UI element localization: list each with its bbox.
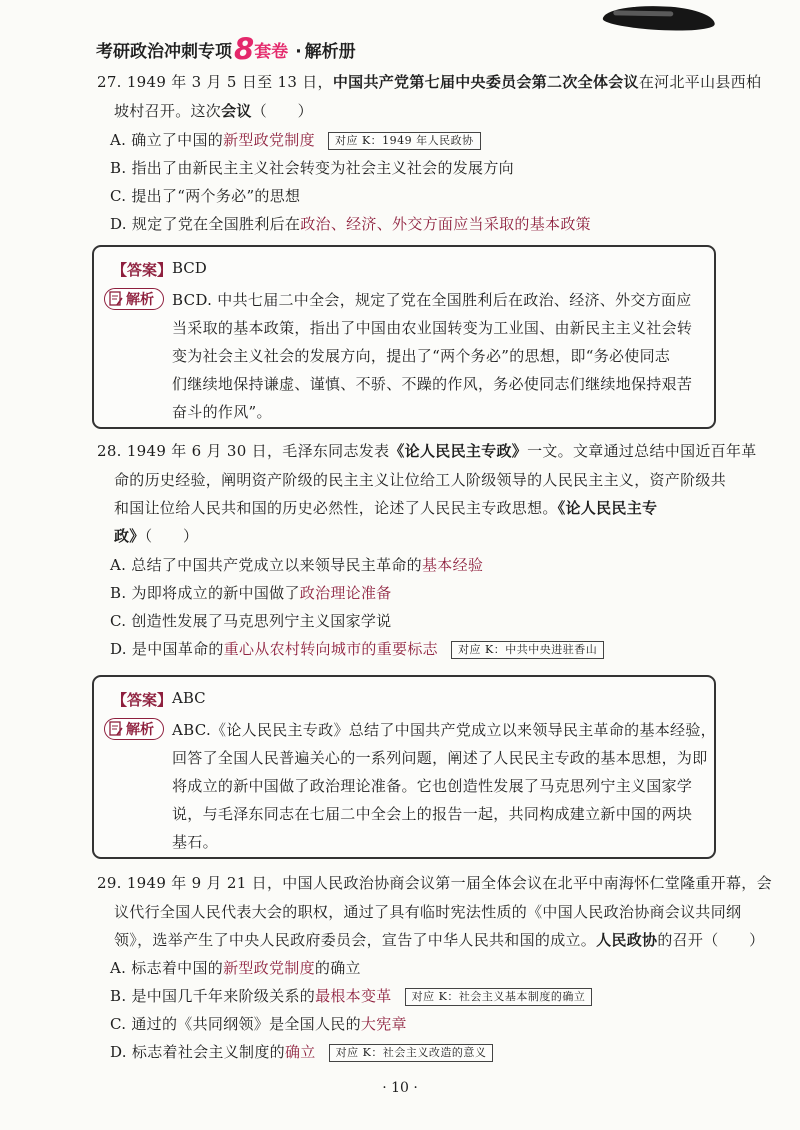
q28-option-b[interactable]: B. 为即将成立的新中国做了政治理论准备 bbox=[110, 584, 392, 602]
q28-exp-line5: 基石。 bbox=[172, 833, 218, 851]
q28-exp-line3: 将成立的新中国做了政治理论准备。它也创造性发展了马克思列宁主义国家学 bbox=[172, 777, 693, 795]
header-title: 考研政治冲刺专项 bbox=[96, 42, 232, 62]
q27-exp-line4: 们继续地保持谦虚、谨慎、不骄、不躁的作风，务必使同志们继续地保持艰苦 bbox=[172, 375, 693, 393]
document-pen-icon bbox=[109, 291, 123, 307]
ink-smudge bbox=[602, 2, 715, 34]
q27-exp-line3: 变为社会主义社会的发展方向，提出了“两个务必”的思想，即“务必使同志 bbox=[172, 347, 671, 365]
q27-exp-line2: 当采取的基本政策，指出了中国由农业国转变为工业国、由新民主主义社会转 bbox=[172, 319, 693, 337]
q27-stem-line2: 坡村召开。这次会议（ ） bbox=[114, 102, 313, 120]
q28-stem-line1: 28. 1949 年 6 月 30 日，毛泽东同志发表《论人民民主专政》一文。文章通过总结中国近百年革 bbox=[97, 442, 757, 460]
page-number: · 10 · bbox=[382, 1080, 418, 1096]
q29-tag-d: 对应 K：社会主义改造的意义 bbox=[329, 1044, 494, 1062]
q28-stem-line3: 和国让位给人民共和国的历史必然性，论述了人民民主专政思想。《论人民民主专 bbox=[114, 499, 658, 517]
header-set: 套卷 bbox=[254, 42, 289, 62]
q28-option-d[interactable]: D. 是中国革命的重心从农村转向城市的重要标志 对应 K：中共中央进驻香山 bbox=[110, 639, 604, 659]
q29-stem-line3: 领》，选举产生了中央人民政府委员会，宣告了中华人民共和国的成立。人民政协的召开（ ） bbox=[114, 931, 765, 949]
q28-option-a[interactable]: A. 总结了中国共产党成立以来领导民主革命的基本经验 bbox=[110, 556, 484, 574]
document-pen-icon bbox=[109, 721, 123, 737]
q27-tag-a: 对应 K：1949 年人民政协 bbox=[328, 132, 481, 150]
header-dot: · bbox=[295, 42, 302, 62]
q28-exp-line4: 说，与毛泽东同志在七届二中全会上的报告一起，共同构成建立新中国的两块 bbox=[172, 805, 693, 823]
q29-stem-line2: 议代行全国人民代表大会的职权，通过了具有临时宪法性质的《中国人民政治协商会议共同纲 bbox=[114, 903, 742, 921]
q29-tag-b: 对应 K：社会主义基本制度的确立 bbox=[405, 988, 593, 1006]
q27-stem-line1: 27. 1949 年 3 月 5 日至 13 日，中国共产党第七届中央委员会第二次全体会议在河北平山县西柏 bbox=[97, 73, 762, 91]
q27-option-a[interactable]: A. 确立了中国的新型政党制度 对应 K：1949 年人民政协 bbox=[110, 130, 481, 150]
q29-option-b[interactable]: B. 是中国几千年来阶级关系的最根本变革 对应 K：社会主义基本制度的确立 bbox=[110, 986, 592, 1006]
q28-stem-line4: 政》（ ） bbox=[114, 527, 199, 545]
header-eight-logo: 8 bbox=[234, 32, 255, 66]
q29-option-d[interactable]: D. 标志着社会主义制度的确立 对应 K：社会主义改造的意义 bbox=[110, 1042, 493, 1062]
q29-option-a[interactable]: A. 标志着中国的新型政党制度的确立 bbox=[110, 959, 361, 977]
q28-option-c[interactable]: C. 创造性发展了马克思列宁主义国家学说 bbox=[110, 612, 392, 630]
q28-stem-line2: 命的历史经验，阐明资产阶级的民主主义让位给工人阶级领导的人民民主主义，资产阶级共 bbox=[114, 471, 727, 489]
q28-exp-line1: ABC.《论人民民主专政》总结了中国共产党成立以来领导民主革命的基本经验， bbox=[172, 721, 716, 739]
q27-exp-line1: BCD. 中共七届二中全会，规定了党在全国胜利后在政治、经济、外交方面应 bbox=[172, 291, 692, 309]
q27-option-d[interactable]: D. 规定了党在全国胜利后在政治、经济、外交方面应当采取的基本政策 bbox=[110, 215, 591, 233]
q27-jiexi-badge bbox=[104, 288, 164, 310]
q28-jiexi-text: 解析 bbox=[126, 722, 154, 738]
q28-jiexi-badge bbox=[104, 718, 164, 740]
q28-answer-value: ABC bbox=[172, 689, 206, 707]
q28-exp-line2: 回答了全国人民普遍关心的一系列问题，阐述了人民民主专政的基本思想，为即 bbox=[172, 749, 708, 767]
q27-exp-line5: 奋斗的作风”。 bbox=[172, 403, 272, 421]
q28-answer-label: 【答案】 bbox=[112, 691, 173, 709]
q27-option-b[interactable]: B. 指出了由新民主主义社会转变为社会主义社会的发展方向 bbox=[110, 159, 514, 177]
q27-jiexi-text: 解析 bbox=[126, 292, 154, 308]
page-header bbox=[96, 32, 356, 66]
q28-tag-d: 对应 K：中共中央进驻香山 bbox=[451, 641, 604, 659]
q27-answer-label: 【答案】 bbox=[112, 261, 173, 279]
q29-option-c[interactable]: C. 通过的《共同纲领》是全国人民的大宪章 bbox=[110, 1015, 407, 1033]
q29-stem-line1: 29. 1949 年 9 月 21 日，中国人民政治协商会议第一届全体会议在北平中南海怀仁堂隆重开幕，会 bbox=[97, 874, 772, 892]
q27-option-c[interactable]: C. 提出了“两个务必”的思想 bbox=[110, 187, 301, 205]
q28-answer-box bbox=[92, 675, 716, 859]
q27-answer-value: BCD bbox=[172, 259, 207, 277]
header-subtitle: 解析册 bbox=[304, 42, 356, 62]
q27-answer-box bbox=[92, 245, 716, 429]
